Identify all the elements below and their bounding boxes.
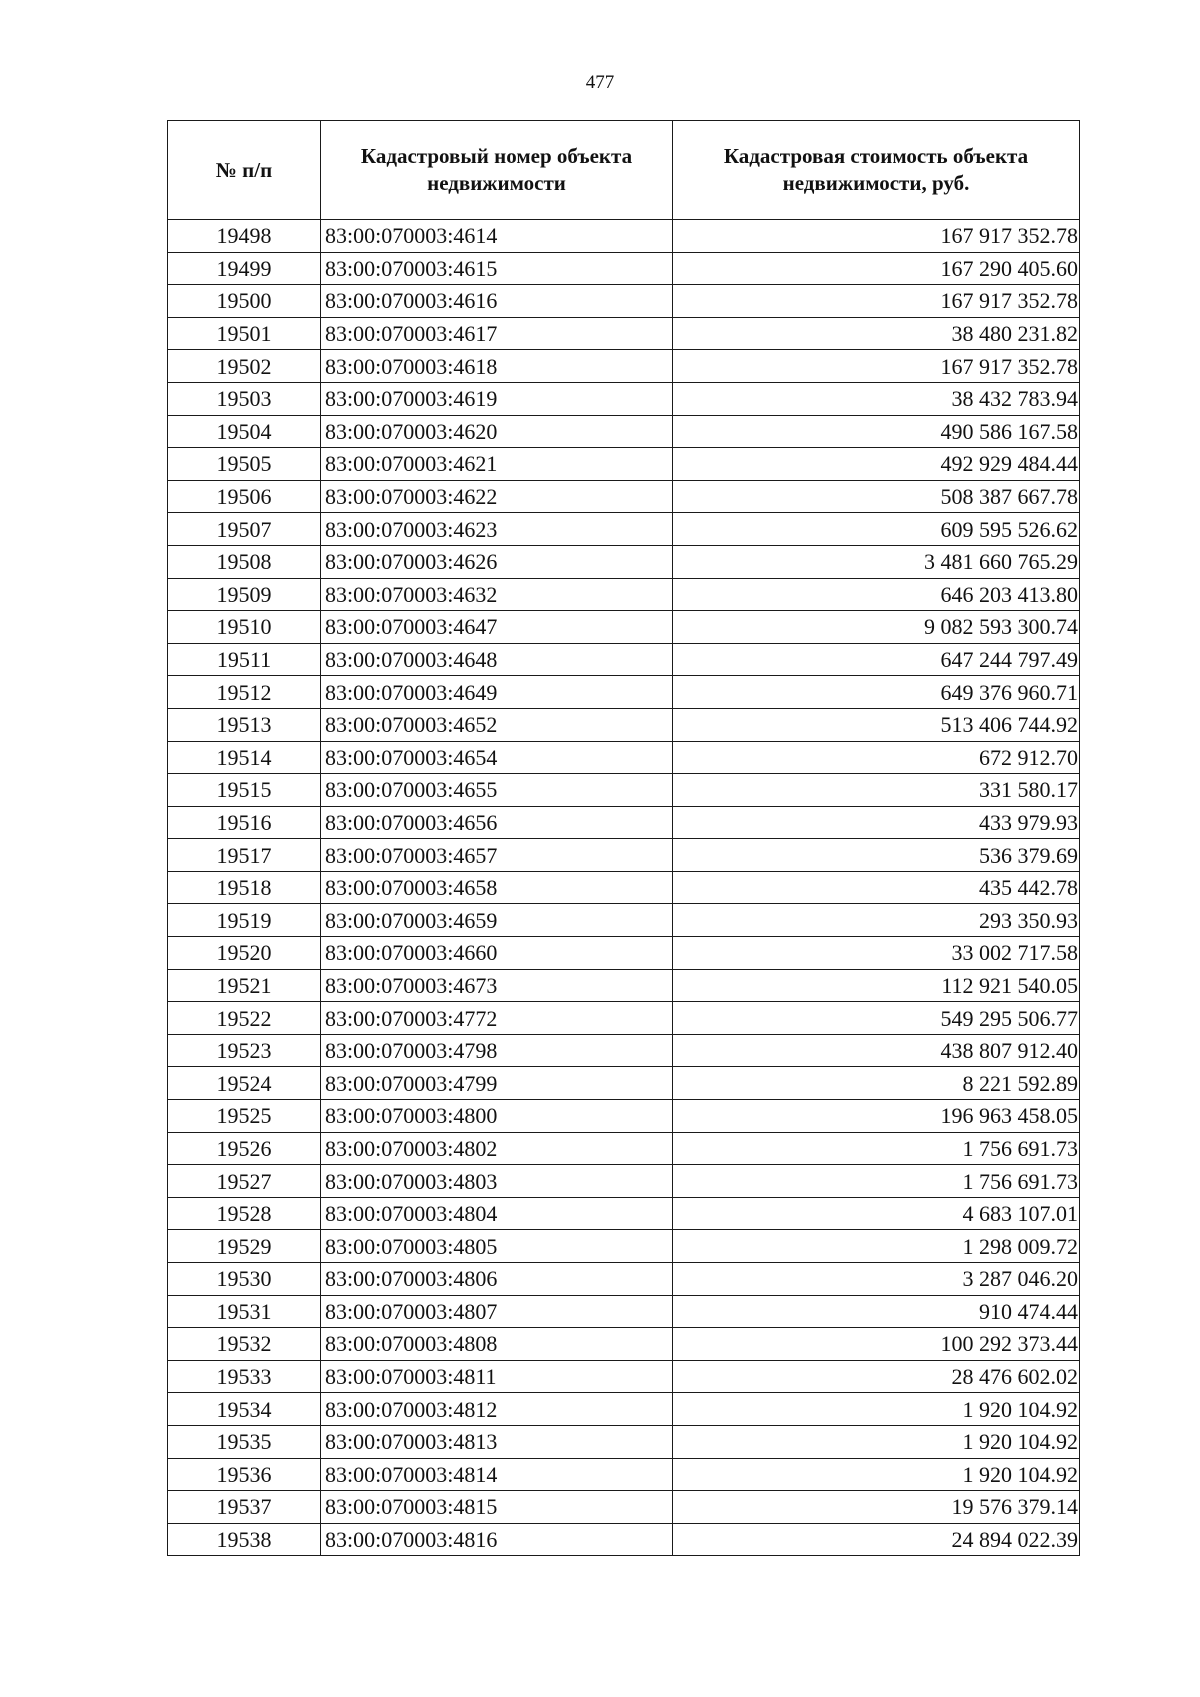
- cadastral-value-cell: 536 379.69: [673, 839, 1080, 872]
- cadastral-number-cell: 83:00:070003:4647: [321, 611, 673, 644]
- cadastral-number-cell: 83:00:070003:4807: [321, 1295, 673, 1328]
- cadastral-number-cell: 83:00:070003:4806: [321, 1263, 673, 1296]
- row-number-cell: 19514: [168, 741, 321, 774]
- table-row: [168, 480, 1080, 513]
- table-row: [168, 1197, 1080, 1230]
- row-number-cell: 19526: [168, 1132, 321, 1165]
- cadastral-number-cell: 83:00:070003:4799: [321, 1067, 673, 1100]
- row-number-cell: 19515: [168, 774, 321, 807]
- cadastral-number-cell: 83:00:070003:4772: [321, 1002, 673, 1035]
- cadastral-number-cell: 83:00:070003:4804: [321, 1197, 673, 1230]
- table-row: [168, 317, 1080, 350]
- cadastral-number-cell: 83:00:070003:4654: [321, 741, 673, 774]
- row-number-cell: 19537: [168, 1491, 321, 1524]
- row-number-cell: 19530: [168, 1263, 321, 1296]
- cadastral-number-cell: 83:00:070003:4798: [321, 1034, 673, 1067]
- cadastral-number-cell: 83:00:070003:4812: [321, 1393, 673, 1426]
- cadastral-value-cell: 33 002 717.58: [673, 937, 1080, 970]
- cadastral-value-cell: 24 894 022.39: [673, 1523, 1080, 1556]
- row-number-cell: 19504: [168, 415, 321, 448]
- cadastral-value-cell: 4 683 107.01: [673, 1197, 1080, 1230]
- row-number-cell: 19528: [168, 1197, 321, 1230]
- table-row: [168, 1100, 1080, 1133]
- cadastral-number-cell: 83:00:070003:4620: [321, 415, 673, 448]
- cadastral-value-cell: 3 287 046.20: [673, 1263, 1080, 1296]
- cadastral-number-cell: 83:00:070003:4615: [321, 252, 673, 285]
- cadastral-value-cell: 28 476 602.02: [673, 1360, 1080, 1393]
- cadastral-number-cell: 83:00:070003:4811: [321, 1360, 673, 1393]
- cadastral-value-table: [167, 120, 1080, 1556]
- cadastral-number-cell: 83:00:070003:4614: [321, 220, 673, 253]
- cadastral-number-cell: 83:00:070003:4814: [321, 1458, 673, 1491]
- row-number-cell: 19500: [168, 285, 321, 318]
- table-row: [168, 1295, 1080, 1328]
- cadastral-number-cell: 83:00:070003:4617: [321, 317, 673, 350]
- table-row: [168, 1263, 1080, 1296]
- cadastral-value-cell: 438 807 912.40: [673, 1034, 1080, 1067]
- cadastral-value-cell: 38 480 231.82: [673, 317, 1080, 350]
- row-number-cell: 19538: [168, 1523, 321, 1556]
- table-row: [168, 937, 1080, 970]
- cadastral-value-cell: 167 917 352.78: [673, 220, 1080, 253]
- cadastral-number-cell: 83:00:070003:4621: [321, 448, 673, 481]
- table-row: [168, 904, 1080, 937]
- cadastral-value-cell: 646 203 413.80: [673, 578, 1080, 611]
- row-number-cell: 19508: [168, 545, 321, 578]
- row-number-cell: 19520: [168, 937, 321, 970]
- row-number-cell: 19534: [168, 1393, 321, 1426]
- table-row: [168, 513, 1080, 546]
- row-number-cell: 19525: [168, 1100, 321, 1133]
- cadastral-number-cell: 83:00:070003:4616: [321, 285, 673, 318]
- row-number-cell: 19501: [168, 317, 321, 350]
- cadastral-value-cell: 649 376 960.71: [673, 676, 1080, 709]
- table-row: [168, 1393, 1080, 1426]
- cadastral-number-cell: 83:00:070003:4658: [321, 871, 673, 904]
- table-row: [168, 1230, 1080, 1263]
- table-row: [168, 806, 1080, 839]
- cadastral-value-cell: 167 917 352.78: [673, 350, 1080, 383]
- cadastral-number-cell: 83:00:070003:4815: [321, 1491, 673, 1524]
- table-row: [168, 1458, 1080, 1491]
- table-row: [168, 448, 1080, 481]
- table-row: [168, 969, 1080, 1002]
- row-number-cell: 19505: [168, 448, 321, 481]
- table-row: [168, 1067, 1080, 1100]
- row-number-cell: 19511: [168, 643, 321, 676]
- row-number-cell: 19531: [168, 1295, 321, 1328]
- header-cadastral-number: Кадастровый номер объекта недвижимости: [321, 121, 673, 220]
- row-number-cell: 19512: [168, 676, 321, 709]
- cadastral-number-cell: 83:00:070003:4623: [321, 513, 673, 546]
- table-row: [168, 415, 1080, 448]
- cadastral-number-cell: 83:00:070003:4649: [321, 676, 673, 709]
- cadastral-number-cell: 83:00:070003:4673: [321, 969, 673, 1002]
- cadastral-value-cell: 549 295 506.77: [673, 1002, 1080, 1035]
- cadastral-value-cell: 100 292 373.44: [673, 1328, 1080, 1361]
- table-row: [168, 545, 1080, 578]
- cadastral-number-cell: 83:00:070003:4659: [321, 904, 673, 937]
- cadastral-number-cell: 83:00:070003:4657: [321, 839, 673, 872]
- table-row: [168, 1425, 1080, 1458]
- cadastral-value-cell: 490 586 167.58: [673, 415, 1080, 448]
- cadastral-value-cell: 1 920 104.92: [673, 1458, 1080, 1491]
- row-number-cell: 19518: [168, 871, 321, 904]
- cadastral-number-cell: 83:00:070003:4618: [321, 350, 673, 383]
- row-number-cell: 19532: [168, 1328, 321, 1361]
- table-row: [168, 1165, 1080, 1198]
- page-number: 477: [585, 72, 615, 93]
- row-number-cell: 19533: [168, 1360, 321, 1393]
- row-number-cell: 19499: [168, 252, 321, 285]
- cadastral-value-cell: 19 576 379.14: [673, 1491, 1080, 1524]
- cadastral-number-cell: 83:00:070003:4626: [321, 545, 673, 578]
- cadastral-value-cell: 609 595 526.62: [673, 513, 1080, 546]
- cadastral-value-cell: 508 387 667.78: [673, 480, 1080, 513]
- cadastral-value-cell: 513 406 744.92: [673, 708, 1080, 741]
- table-row: [168, 578, 1080, 611]
- table-row: [168, 252, 1080, 285]
- header-cadastral-value: Кадастровая стоимость объекта недвижимости, руб.: [673, 121, 1080, 220]
- cadastral-value-cell: 3 481 660 765.29: [673, 545, 1080, 578]
- row-number-cell: 19521: [168, 969, 321, 1002]
- row-number-cell: 19527: [168, 1165, 321, 1198]
- row-number-cell: 19522: [168, 1002, 321, 1035]
- cadastral-value-cell: 910 474.44: [673, 1295, 1080, 1328]
- cadastral-number-cell: 83:00:070003:4816: [321, 1523, 673, 1556]
- cadastral-value-cell: 8 221 592.89: [673, 1067, 1080, 1100]
- cadastral-number-cell: 83:00:070003:4632: [321, 578, 673, 611]
- table-row: [168, 741, 1080, 774]
- table-row: [168, 1132, 1080, 1165]
- cadastral-number-cell: 83:00:070003:4648: [321, 643, 673, 676]
- cadastral-number-cell: 83:00:070003:4652: [321, 708, 673, 741]
- cadastral-number-cell: 83:00:070003:4655: [321, 774, 673, 807]
- cadastral-number-cell: 83:00:070003:4619: [321, 382, 673, 415]
- cadastral-number-cell: 83:00:070003:4805: [321, 1230, 673, 1263]
- table-header: [168, 121, 1080, 220]
- row-number-cell: 19510: [168, 611, 321, 644]
- cadastral-number-cell: 83:00:070003:4803: [321, 1165, 673, 1198]
- table-row: [168, 1523, 1080, 1556]
- row-number-cell: 19517: [168, 839, 321, 872]
- row-number-cell: 19523: [168, 1034, 321, 1067]
- table-row: [168, 1491, 1080, 1524]
- row-number-cell: 19535: [168, 1425, 321, 1458]
- cadastral-number-cell: 83:00:070003:4656: [321, 806, 673, 839]
- row-number-cell: 19536: [168, 1458, 321, 1491]
- cadastral-value-cell: 435 442.78: [673, 871, 1080, 904]
- table-row: [168, 839, 1080, 872]
- table-row: [168, 382, 1080, 415]
- table-row: [168, 1328, 1080, 1361]
- row-number-cell: 19524: [168, 1067, 321, 1100]
- cadastral-value-cell: 647 244 797.49: [673, 643, 1080, 676]
- row-number-cell: 19506: [168, 480, 321, 513]
- table-row: [168, 1002, 1080, 1035]
- cadastral-value-cell: 196 963 458.05: [673, 1100, 1080, 1133]
- table-row: [168, 220, 1080, 253]
- cadastral-number-cell: 83:00:070003:4813: [321, 1425, 673, 1458]
- cadastral-value-cell: 9 082 593 300.74: [673, 611, 1080, 644]
- cadastral-value-cell: 1 298 009.72: [673, 1230, 1080, 1263]
- cadastral-value-cell: 112 921 540.05: [673, 969, 1080, 1002]
- table-row: [168, 611, 1080, 644]
- row-number-cell: 19502: [168, 350, 321, 383]
- table-row: [168, 285, 1080, 318]
- cadastral-value-cell: 1 920 104.92: [673, 1393, 1080, 1426]
- cadastral-value-cell: 672 912.70: [673, 741, 1080, 774]
- header-row: [168, 121, 1080, 220]
- row-number-cell: 19519: [168, 904, 321, 937]
- table-body: [168, 220, 1080, 1556]
- header-row-number: № п/п: [168, 121, 321, 220]
- row-number-cell: 19507: [168, 513, 321, 546]
- table-row: [168, 708, 1080, 741]
- table-row: [168, 676, 1080, 709]
- cadastral-value-cell: 492 929 484.44: [673, 448, 1080, 481]
- row-number-cell: 19503: [168, 382, 321, 415]
- cadastral-number-cell: 83:00:070003:4800: [321, 1100, 673, 1133]
- table-row: [168, 871, 1080, 904]
- cadastral-value-cell: 38 432 783.94: [673, 382, 1080, 415]
- cadastral-value-cell: 1 756 691.73: [673, 1165, 1080, 1198]
- cadastral-value-cell: 167 290 405.60: [673, 252, 1080, 285]
- row-number-cell: 19516: [168, 806, 321, 839]
- cadastral-number-cell: 83:00:070003:4802: [321, 1132, 673, 1165]
- cadastral-value-cell: 433 979.93: [673, 806, 1080, 839]
- table-row: [168, 774, 1080, 807]
- cadastral-value-cell: 167 917 352.78: [673, 285, 1080, 318]
- table-row: [168, 1360, 1080, 1393]
- cadastral-number-cell: 83:00:070003:4622: [321, 480, 673, 513]
- row-number-cell: 19529: [168, 1230, 321, 1263]
- row-number-cell: 19509: [168, 578, 321, 611]
- cadastral-value-cell: 293 350.93: [673, 904, 1080, 937]
- cadastral-value-cell: 331 580.17: [673, 774, 1080, 807]
- table-row: [168, 643, 1080, 676]
- table-row: [168, 350, 1080, 383]
- cadastral-value-cell: 1 920 104.92: [673, 1425, 1080, 1458]
- cadastral-number-cell: 83:00:070003:4808: [321, 1328, 673, 1361]
- row-number-cell: 19498: [168, 220, 321, 253]
- row-number-cell: 19513: [168, 708, 321, 741]
- table-row: [168, 1034, 1080, 1067]
- cadastral-number-cell: 83:00:070003:4660: [321, 937, 673, 970]
- cadastral-value-cell: 1 756 691.73: [673, 1132, 1080, 1165]
